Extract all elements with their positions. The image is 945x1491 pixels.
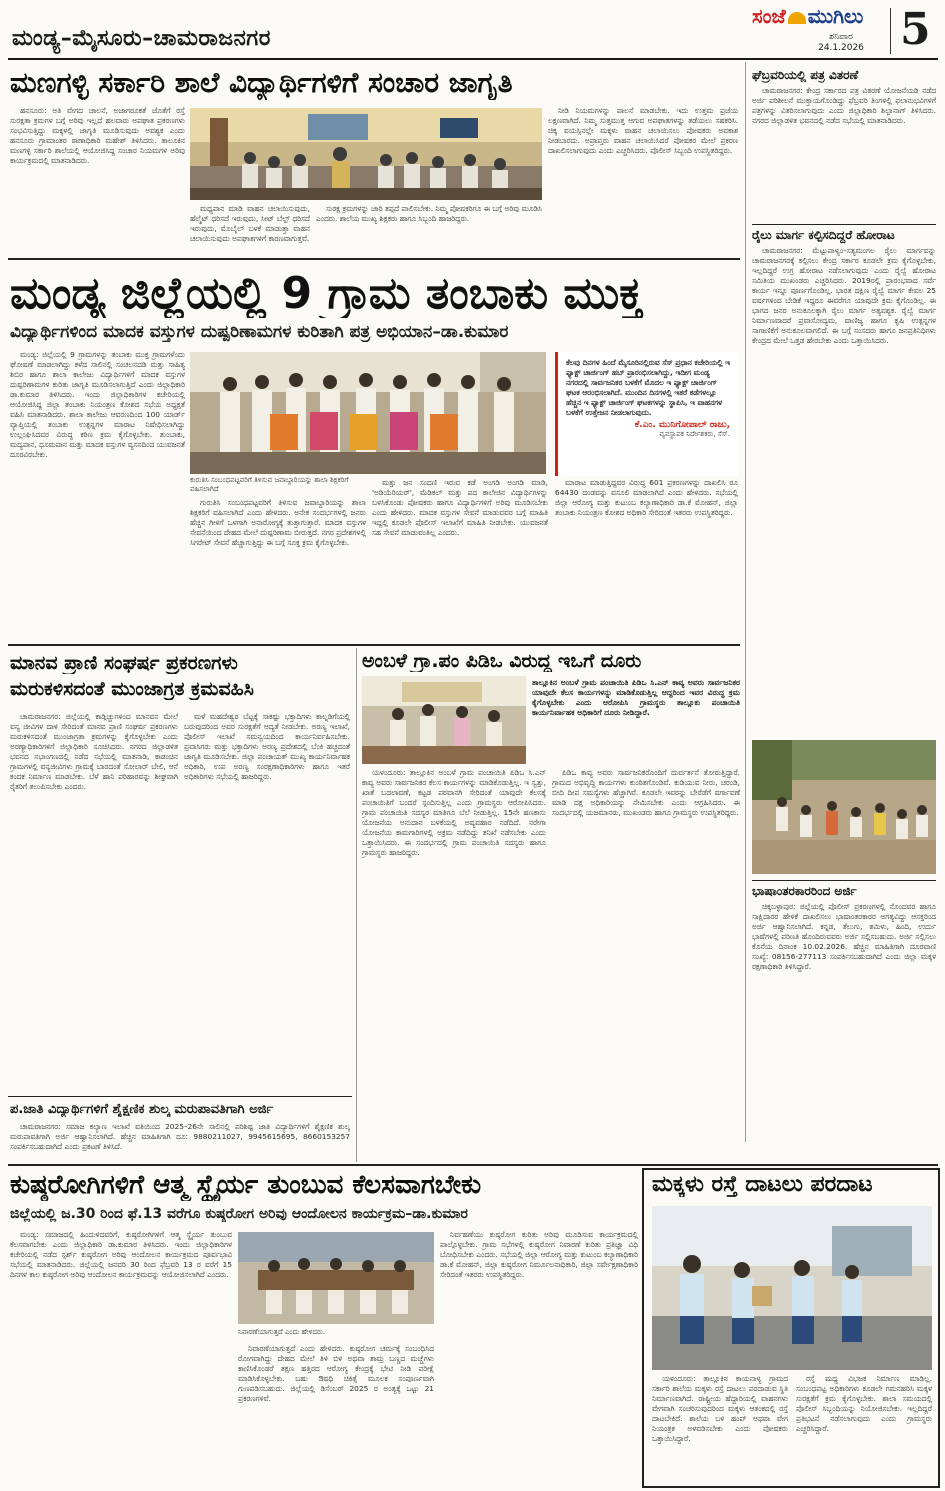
quote-box: [555, 352, 738, 476]
story1-col1: ಹನಸೂರು: ಅತಿ ವೇಗದ ಚಾಲನೆ, ಅಜಾಗರೂಕತೆ ಜೊತೆಗೆ ರಸ್ತೆ ಸುರಕ್ಷತಾ ಕ್ರಮಗಳ ಬಗ್ಗೆ ಅರಿವು ಇಲ್ಲದೆ ಹಲವಾರು ಅಪಘಾತ ಪ್ರಕರಣಗಳು ಸಂಭವಿಸುತ್ತಿದ್ದು ಮಕ್ಕಳಲ್ಲಿ ಜಾಗೃತಿ ಮೂಡಿಸುವುದು ಅವಶ್ಯಕ ಎಂದು ಹನಸೂರು ಗ್ರಾಮಾಂತರ ಠಾಣಾಧಿಕಾರಿ ಮಹೇಶ್ ತಿಳಿಸಿದರು. ತಾಲೂಕಿನ ಮಣಗಳ್ಳಿ ಸರ್ಕಾರಿ ಶಾಲೆಯಲ್ಲಿ ಆಯೋಜಿಸಿದ್ದ ಸಂಚಾರ ನಿಯಮಗಳ ಅರಿವು ಕಾರ್ಯಕ್ರಮದಲ್ಲಿ ಮಾತನಾಡಿದರು.: [10, 106, 185, 165]
story5-subhead: ಜಿಲ್ಲೆಯಲ್ಲಿ ಜ.30 ರಿಂದ ಫೆ.13 ವರೆಗೂ ಕುಷ್ಠರೋಗ ಅರಿವು ಆಂದೋಲನ ಕಾರ್ಯಕ್ರಮ–ಡಾ.ಕುಮಾರ: [10, 1206, 468, 1222]
sidebar-s3-headline: ಭಾಷಾಂತರಕಾರರಿಂದ ಅರ್ಜಿ: [752, 884, 857, 898]
story3-col1: ಚಾಮರಾಜನಗರ: ಜಿಲ್ಲೆಯಲ್ಲಿ ಕಾಡ್ಗಿಚ್ಚುಗಳಿಂದ ಮಾನವನ ಮೇಲೆ ವನ್ಯ ಜೀವಿಗಳ ದಾಳಿ ಸೇರಿದಂತೆ ಮಾನವ ಪ್ರಾಣಿ ಸಂಘರ್ಷ ಪ್ರಕರಣಗಳು ಮರುಕಳಿಸದಂತೆ ಮುಂಜಾಗ್ರತಾ ಕ್ರಮಗಳನ್ನು ಕೈಗೊಳ್ಳಬೇಕು ಎಂದು ಅರಣ್ಯಾಧಿಕಾರಿಗಳಿಗೆ ಜಿಲ್ಲಾಧಿಕಾರಿ ಸೂಚಿಸಿದರು. ನಗರದ ಜಿಲ್ಲಾಡಳಿತ ಭವನದ ಸಭಾಂಗಣದಲ್ಲಿ ನಡೆದ ಸಭೆಯಲ್ಲಿ ಮಾತನಾಡಿ, ಕಾಡಂಚಿನ ಗ್ರಾಮಗಳಲ್ಲಿ ವನ್ಯಜೀವಿಗಳು ಗ್ರಾಮಕ್ಕೆ ಬಾರದಂತೆ ಸೋಲಾರ್ ಬೇಲಿ, ಆನೆ ಕಂದಕ ನಿರ್ಮಾಣ ಮಾಡಬೇಕು. ಬೆಳೆ ಹಾನಿ ಪರಿಹಾರವನ್ನು ಶೀಘ್ರವಾಗಿ ರೈತರಿಗೆ ತಲುಪಿಸಬೇಕು ಎಂದರು.: [10, 712, 178, 791]
sidebar-s3-body: ಚಿಕ್ಕಬಳ್ಳಾಪುರ: ಜಿಲ್ಲೆಯಲ್ಲಿ ಪೊಲೀಸ್ ಪ್ರಕರಣಗಳಲ್ಲಿ ನೊಂದವರ ಹಾಗೂ ಸಾಕ್ಷಿದಾರರ ಹೇಳಿಕೆ ದಾಖಲಿಸಲು ಭಾಷಾಂತರಕಾರರ ಅಗತ್ಯವಿದ್ದು ಆಸಕ್ತರಿಂದ ಅರ್ಜಿ ಆಹ್ವಾನಿಸಲಾಗಿದೆ. ಕನ್ನಡ, ತೆಲುಗು, ತಮಿಳು, ಹಿಂದಿ, ಉರ್ದು ಭಾಷೆಗಳಲ್ಲಿ ಪರಿಣತಿ ಹೊಂದಿರುವವರು ಅರ್ಜಿ ಸಲ್ಲಿಸಬಹುದು. ಅರ್ಜಿ ಸಲ್ಲಿಸಲು ಕೊನೆಯ ದಿನಾಂಕ 10.02.2026. ಹೆಚ್ಚಿನ ಮಾಹಿತಿಗಾಗಿ ದೂರವಾಣಿ ಸಂಖ್ಯೆ: 08156-277113 ಸಂಪರ್ಕಿಸಬಹುದಾಗಿದೆ ಎಂದು ಜಿಲ್ಲಾ ಮಕ್ಕಳ ರಕ್ಷಣಾಧಿಕಾರಿ ತಿಳಿಸಿದ್ದಾರೆ.: [752, 902, 936, 971]
story2-col2: ಗುರುತಿಸಿ ಸಂಬಂಧಪಟ್ಟವರಿಗೆ ತಿಳಿಸುವ ಜವಾಬ್ದಾರಿಯನ್ನು ಶಾಲಾ ಶಿಕ್ಷಕರಿಗೆ ವಹಿಸಲಾಗಿದೆ ಎಂದು ಹೇಳಿದರು. ಅನೇಕ ಸಂದರ್ಭಗಳಲ್ಲಿ ಜನರು ಹೆಚ್ಚಿನ ಗೀಳಿಗೆ ಒಳಗಾಗಿ ಅನಾರೋಗ್ಯಕ್ಕೆ ತುತ್ತಾಗುತ್ತಾರೆ. ಮಾದಕ ವಸ್ತುಗಳ ಸೇವನೆಯಿಂದ ದೇಹದ ಮೇಲೆ ದುಷ್ಪರಿಣಾಮ ಬೀರುತ್ತದೆ. ನಗರ ಪ್ರದೇಶಗಳಲ್ಲಿ ಸಿಗರೇಟ್ ಸೇವನೆ ಹೆಚ್ಚಾಗುತ್ತಿದ್ದು ಈ ಬಗ್ಗೆ ಸೂಕ್ತ ಕ್ರಮ ಕೈಗೊಳ್ಳಬೇಕು.: [190, 498, 366, 547]
story2-col4: ಮಾರಾಟ ಮಾಡುತ್ತಿದ್ದವರ ವಿರುದ್ಧ 601 ಪ್ರಕರಣಗಳನ್ನು ದಾಖಲಿಸಿ ರೂ 64430 ದಂಡವನ್ನು ವಸೂಲಿ ಮಾಡಲಾಗಿದೆ ಎಂದು ಹೇಳಿದರು. ಸಭೆಯಲ್ಲಿ ಜಿಲ್ಲಾ ಆರೋಗ್ಯ ಮತ್ತು ಕುಟುಂಬ ಕಲ್ಯಾಣಾಧಿಕಾರಿ ಡಾ.ಕೆ ಮೋಹನ್, ಜಿಲ್ಲಾ ತಂಬಾಕು ನಿಯಂತ್ರಣ ಕೋಶದ ಅಧಿಕಾರಿ ಸೇರಿದಂತೆ ಇತರರು ಉಪಸ್ಥಿತರಿದ್ದರು.: [555, 478, 738, 517]
dateline: [806, 32, 876, 54]
sidebar-rule: [752, 880, 936, 881]
day-label: ಶನಿವಾರ: [829, 32, 853, 42]
quote-name: ಕೆ.ಎಂ. ಮುನಿಗೋಪಾಲ್ ರಾಜು,: [634, 420, 730, 430]
story6-col1: ಯಳಂದೂರು: ತಾಲ್ಲೂಕಿನ ಕಾಯನಾಳ್ಯ ಗ್ರಾಮದ ಸರ್ಕಾರಿ ಶಾಲೆಯ ಮಕ್ಕಳು ರಸ್ತೆ ದಾಟಲು ಪರದಾಡುವ ಸ್ಥಿತಿ ನಿರ್ಮಾಣವಾಗಿದೆ. ರಾಷ್ಟ್ರೀಯ ಹೆದ್ದಾರಿಯಲ್ಲಿ ವಾಹನಗಳು ವೇಗವಾಗಿ ಸಂಚರಿಸುವುದರಿಂದ ಮಕ್ಕಳು ಆತಂಕದಲ್ಲಿ ರಸ್ತೆ ದಾಟಬೇಕಿದೆ. ಶಾಲೆಯ ಬಳಿ ಹಂಪ್ ಅಥವಾ ವೇಗ ನಿಯಂತ್ರಕ ಅಳವಡಿಸಬೇಕು ಎಂದು ಪೋಷಕರು ಒತ್ತಾಯಿಸಿದ್ದಾರೆ.: [652, 1374, 788, 1443]
sidebar-s2-headline: ರೈಲು ಮಾರ್ಗ ಕಲ್ಪಿಸದಿದ್ದರೆ ಹೋರಾಟ: [752, 228, 895, 242]
sidebar-divider: [745, 62, 746, 1142]
story2-subhead: ವಿದ್ಯಾರ್ಥಿಗಳಿಂದ ಮಾದಕ ವಸ್ತುಗಳ ದುಷ್ಪರಿಣಾಮಗಳ ಕುರಿತಾಗಿ ಪತ್ರ ಅಭಿಯಾನ–ಡಾ.ಕುಮಾರ: [10, 322, 509, 342]
story2-col1: ಮಂಡ್ಯ: ಜಿಲ್ಲೆಯಲ್ಲಿ 9 ಗ್ರಾಮಗಳನ್ನು ತಂಬಾಕು ಮುಕ್ತ ಗ್ರಾಮಗಳೆಂದು ಘೋಷಣೆ ಮಾಡಲಾಗಿದ್ದು ಕಳೆದ ಸಾಲಿನಲ್ಲಿ ಸಂಚಲನದಡಿ ಮತ್ತು ಸಾಹಿತ್ಯ ಶಿಬಿರ ಹಾಗೂ ಶಾಲಾ ಕಾಲೇಜು ವಿದ್ಯಾರ್ಥಿಗಳಿಗೆ ಮಾದಕ ವಸ್ತುಗಳ ದುಷ್ಪರಿಣಾಮಗಳ ಕುರಿತು ಜಾಗೃತಿ ಮೂಡಿಸಲಾಗುತ್ತಿದೆ ಎಂದು ಜಿಲ್ಲಾಧಿಕಾರಿ ಡಾ.ಕುಮಾರ ತಿಳಿಸಿದರು. ಇಂದು ಜಿಲ್ಲಾಧಿಕಾರಿಗಳ ಕಚೇರಿಯಲ್ಲಿ ಆಯೋಜಿಸಿದ್ದ ಜಿಲ್ಲಾ ತಂಬಾಕು ನಿಯಂತ್ರಣ ಕೋಶದ ಸಭೆಯ ಅಧ್ಯಕ್ಷತೆ ವಹಿಸಿ ಮಾತನಾಡಿದರು. ಶಾಲಾ ಕಾಲೇಜು ಆವರಣದಿಂದ 100 ಯಾರ್ಡ್ ವ್ಯಾಪ್ತಿಯಲ್ಲಿ ತಂಬಾಕು ಉತ್ಪನ್ನಗಳ ಮಾರಾಟ ನಿಷೇಧಿಸಲಾಗಿದ್ದು ಉಲ್ಲಂಘಿಸಿದವರ ವಿರುದ್ಧ ಕಠಿಣ ಕ್ರಮ ಕೈಗೊಳ್ಳಬೇಕು. ತುಂಬಾಕು, ಮದ್ಯಪಾನ, ಧೂಮಪಾನ ಮತ್ತು ಮಾದಕ ವಸ್ತುಗಳ ವ್ಯಸನದಿಂದ ಯುವಜನತೆ ದೂರವಿರಬೇಕು.: [10, 350, 185, 459]
story1-col4: ನೀಡಿ ನಿಯಮಗಳನ್ನು ಪಾಲನೆ ಮಾಡಬೇಕು. ಇದು ಉತ್ತಮ ಪ್ರಜೆಯ ಲಕ್ಷಣವಾಗಿದೆ. ನಿಮ್ಮ ಸುತ್ತಮುತ್ತ ಆಗುವ ಅಪಘಾತಗಳನ್ನು ತಡೆಯಲು ಸಹಕರಿಸಿ. ಚಿಕ್ಕ ವಯಸ್ಸಿನಲ್ಲೇ ಮಕ್ಕಳು ವಾಹನ ಚಲಾಯಿಸಲು ಪೋಷಕರು ಅವಕಾಶ ನೀಡಬಾರದು. ಅಪ್ರಾಪ್ತರು ವಾಹನ ಚಲಾಯಿಸಿದರೆ ಪೋಷಕರ ಮೇಲೆ ಪ್ರಕರಣ ದಾಖಲಿಸಲಾಗುವುದು ಎಂದು ಎಚ್ಚರಿಸಿದರು. ಪೊಲೀಸ್ ಸಿಬ್ಬಂದಿ ಉಪಸ್ಥಿತರಿದ್ದರು.: [548, 106, 738, 155]
story5-photo-caption: ನಿವಾರಣೆಯಾಗುತ್ತದೆ ಎಂದು ಹೇಳಿದರು.: [238, 1328, 326, 1336]
story-divider: [8, 258, 740, 260]
sidebar-s1-body: ಚಾಮರಾಜನಗರ: ಕೇಂದ್ರ ಸರ್ಕಾರದ ಪತ್ರ ವಿತರಣೆ ಯೋಜನೆಯಡಿ ನಡೆದ ಅರ್ಜಿ ಪರಿಶೀಲನೆ ಮುಕ್ತಾಯಗೊಂಡಿದ್ದು ಫೆಬ್ರವರಿ ತಿಂಗಳಲ್ಲಿ ಫಲಾನುಭವಿಗಳಿಗೆ ಪತ್ರಗಳನ್ನು ವಿತರಿಸಲಾಗುವುದು ಎಂದು ಜಿಲ್ಲಾಧಿಕಾರಿ ಶಿಲ್ಪಾನಾಗ್ ತಿಳಿಸಿದರು. ನಗರದ ಜಿಲ್ಲಾಡಳಿತ ಭವನದಲ್ಲಿ ನಡೆದ ಸಭೆಯಲ್ಲಿ ಮಾತನಾಡಿದರು.: [752, 86, 936, 125]
story4-col2: ಪಿಡಿಒ ಕಾವ್ಯ ಅವರು ಸಾರ್ವಜನಿಕರೊಂದಿಗೆ ದುರ್ವರ್ತನೆ ತೋರುತ್ತಿದ್ದಾರೆ. ಗ್ರಾಮದ ಅಭಿವೃದ್ಧಿ ಕಾರ್ಯಗಳು ಕುಂಠಿತಗೊಂಡಿವೆ. ಕುಡಿಯುವ ನೀರು, ಚರಂಡಿ, ಬೀದಿ ದೀಪ ಸಮಸ್ಯೆಗಳು ಹೆಚ್ಚಾಗಿವೆ. ಕೂಡಲೇ ಇವರನ್ನು ಬೇರೆಡೆಗೆ ವರ್ಗಾವಣೆ ಮಾಡಿ ದಕ್ಷ ಅಧಿಕಾರಿಯನ್ನು ನೇಮಿಸಬೇಕು ಎಂದು ಆಗ್ರಹಿಸಿದರು. ಈ ಸಂದರ್ಭದಲ್ಲಿ ಯಜಮಾನರು, ಮುಖಂಡರು ಹಾಗೂ ಗ್ರಾಮಸ್ಥರು ಉಪಸ್ಥಿತರಿದ್ದರು.: [552, 768, 740, 817]
story3-col2: ಮಳೆ ಮಹದೇಶ್ವರ ಬೆಟ್ಟಕ್ಕೆ ಸಾಕಷ್ಟು ಭಕ್ತಾದಿಗಳು ಕಾಲ್ನಡಿಗೆಯಲ್ಲಿ ಬರುವುದರಿಂದ ಅವರ ಸುರಕ್ಷತೆಗೆ ಆದ್ಯತೆ ನೀಡಬೇಕು. ಅರಣ್ಯ ಇಲಾಖೆ, ಪೊಲೀಸ್ ಇಲಾಖೆ ಸಮನ್ವಯದಿಂದ ಕಾರ್ಯನಿರ್ವಹಿಸಬೇಕು. ಪ್ರವಾಸಿಗರು ಮತ್ತು ಭಕ್ತಾದಿಗಳು ಅರಣ್ಯ ಪ್ರದೇಶದಲ್ಲಿ ಬೆಂಕಿ ಹಚ್ಚದಂತೆ ಜಾಗೃತಿ ಮೂಡಿಸಬೇಕು. ಜಿಲ್ಲಾ ಪಂಚಾಯತ್ ಮುಖ್ಯ ಕಾರ್ಯನಿರ್ವಾಹಕ ಅಧಿಕಾರಿ, ಉಪ ಅರಣ್ಯ ಸಂರಕ್ಷಣಾಧಿಕಾರಿಗಳು ಹಾಗೂ ಇತರೆ ಅಧಿಕಾರಿಗಳು ಸಭೆಯಲ್ಲಿ ಹಾಜರಿದ್ದರು.: [184, 712, 350, 781]
masthead-rule: [8, 58, 938, 60]
quote-text: ಕೆಲವು ದಿನಗಳ ಹಿಂದೆ ಮೈಸೂರಿನಲ್ಲಿರುವ ಸೆಸ್ ಪ್ರಧಾನ ಕಚೇರಿಯಲ್ಲಿ ಇ ಫ್ಯಾಕ್ಟ್ ಚಾರ್ಜಿಂಗ್ ಹಬ್ ಪ್ರಾರಂಭಿಸಲಾಗಿದ್ದು, ಇದೀಗ ಮಂಡ್ಯ ನಗರದಲ್ಲಿ ಸಾರ್ವಜನಿಕರ ಬಳಕೆಗೆ ಮೊದಲ ಇ ಫ್ಯಾಕ್ಟ್ ಚಾರ್ಜಿಂಗ್ ಘಟಕ ಆರಂಭಿಸಲಾಗಿದೆ. ಮುಂದಿನ ದಿನಗಳಲ್ಲಿ ಇತರೆ ಕಡೆಗಳಲ್ಲೂ ಹೆಚ್ಚಿನ ಇ ಫ್ಯಾಕ್ಟ್ ಚಾರ್ಜಿಂಗ್ ಘಟಕಗಳನ್ನು ಸ್ಥಾಪಿಸಿ, ಇ ವಾಹನಗಳ ಬಳಕೆಗೆ ಉತ್ತೇಜನ ನೀಡಲಾಗುವುದು.: [566, 358, 730, 417]
story4-lede: ತಾಲ್ಲೂಕಿನ ಅಂಬಳೆ ಗ್ರಾಮ ಪಂಚಾಯಿತಿ ಪಿಡಿಒ ಸಿ.ಎನ್ ಕಾವ್ಯ ಅವರು ಸಾರ್ವಜನಿಕರ ಯಾವುದೇ ಕೆಲಸ ಕಾರ್ಯಗಳನ್ನು ಮಾಡಿಕೊಡುತ್ತಿಲ್ಲ ಆದ್ದರಿಂದ ಇವರ ವಿರುದ್ಧ ಕ್ರಮ ಕೈಗೊಳ್ಳಬೇಕು ಎಂದು ಆರೋಪಿಸಿ ಗ್ರಾಮಸ್ಥರು ತಾಲ್ಲೂಕು ಪಂಚಾಯಿತಿ ಕಾರ್ಯನಿರ್ವಾಹಕ ಅಧಿಕಾರಿಗೆ ದೂರು ನೀಡಿದ್ದಾರೆ.: [532, 678, 740, 717]
story4-photo: [362, 676, 526, 764]
sidebar-s1-headline: ಘೆಬ್ರವರಿಯಲ್ಲಿ ಪತ್ರ ವಿತರಣೆ: [752, 68, 859, 82]
story3-headline-line1: ಮಾನವ ಪ್ರಾಣಿ ಸಂಘರ್ಷ ಪ್ರಕರಣಗಳು: [10, 652, 238, 674]
page-number: 5: [900, 4, 931, 55]
column-divider: [356, 648, 357, 1162]
quote-role: ವ್ಯವಸ್ಥಾಪಕ ನಿರ್ದೇಶಕರು, ಸೆಸ್.: [659, 430, 730, 438]
story1-col3: ಸುರಕ್ಷ ಕ್ರಮಗಳನ್ನು ಜಾರಿ ತಪ್ಪದೆ ಪಾಲಿಸಬೇಕು. ನಿಮ್ಮ ಪೋಷಕರಿಗೂ ಈ ಬಗ್ಗೆ ಅರಿವು ಮೂಡಿಸಿ ಎಂದರು. ಶಾಲೆಯ ಮುಖ್ಯ ಶಿಕ್ಷಕರು ಹಾಗೂ ಸಿಬ್ಬಂದಿ ಹಾಜರಿದ್ದರು.: [316, 204, 542, 223]
sidebar-s2-body: ಚಾಮರಾಜನಗರ: ಮೆಟ್ಟುಪಾಳ್ಯಂ–ಸತ್ಯಮಂಗಲ ರೈಲು ಮಾರ್ಗವನ್ನು ಚಾಮರಾಜನಗರಕ್ಕೆ ಕಲ್ಪಿಸಲು ಕೇಂದ್ರ ಸರ್ಕಾರ ಕೂಡಲೇ ಕ್ರಮ ಕೈಗೊಳ್ಳಬೇಕು, ಇಲ್ಲದಿದ್ದರೆ ಉಗ್ರ ಹೋರಾಟ ನಡೆಸಲಾಗುವುದು ಎಂದು ರೈಲ್ವೆ ಹೋರಾಟ ಸಮಿತಿಯ ಮುಖಂಡರು ಎಚ್ಚರಿಸಿದರು. 2019ರಲ್ಲಿ ಪ್ರಾರಂಭವಾದ ಸರ್ವೆ ಕಾರ್ಯ ಇನ್ನೂ ಪೂರ್ಣಗೊಂಡಿಲ್ಲ. ಭಾರತ ದಕ್ಷಿಣ ರೈಲ್ವೆ ಮಾರ್ಗ ಕೇವಲ 25 ವರ್ಷಗಳಿಂದ ಬೇಡಿಕೆ ಇದ್ದರೂ ಈವರೆಗೂ ಯಾವುದೇ ಕ್ರಮ ಕೈಗೊಂಡಿಲ್ಲ. ಈ ಭಾಗದ ಜನರ ಅನುಕೂಲಕ್ಕಾಗಿ ರೈಲು ಮಾರ್ಗ ಅತ್ಯವಶ್ಯಕ. ರೈಲ್ವೆ ಮಾರ್ಗ ನಿರ್ಮಾಣವಾದರೆ ಪ್ರವಾಸೋದ್ಯಮ, ವಾಣಿಜ್ಯ ಹಾಗೂ ಕೃಷಿ ಉತ್ಪನ್ನಗಳ ಸಾಗಾಣಿಕೆಗೆ ಅನುಕೂಲವಾಗಲಿದೆ. ಈ ಬಗ್ಗೆ ಸಂಸದರು ಹಾಗೂ ಜನಪ್ರತಿನಿಧಿಗಳು ಕೇಂದ್ರದ ಮೇಲೆ ಒತ್ತಡ ಹೇರಬೇಕು ಎಂದು ಒತ್ತಾಯಿಸಿದರು.: [752, 246, 936, 345]
story4-col1: ಯಳಂದೂರು: ತಾಲ್ಲೂಕಿನ ಅಂಬಳೆ ಗ್ರಾಮ ಪಂಚಾಯಿತಿ ಪಿಡಿಒ ಸಿ.ಎನ್ ಕಾವ್ಯ ಅವರು ಸಾರ್ವಜನಿಕರ ಕೆಲಸ ಕಾರ್ಯಗಳನ್ನು ಮಾಡಿಕೊಡುತ್ತಿಲ್ಲ. ಇ ಸ್ವತ್ತು, ಖಾತೆ ಬದಲಾವಣೆ, ಕಟ್ಟಡ ಪರವಾನಗಿ ಸೇರಿದಂತೆ ಯಾವುದೇ ಕೆಲಸಕ್ಕೆ ಪಂಚಾಯಿತಿಗೆ ಬಂದರೆ ಸ್ಪಂದಿಸುತ್ತಿಲ್ಲ ಎಂದು ಗ್ರಾಮಸ್ಥರು ಆರೋಪಿಸಿದರು. ಗ್ರಾಮ ಪಂಚಾಯಿತಿ ಸದಸ್ಯರ ಮಾತಿಗೂ ಬೆಲೆ ನೀಡುತ್ತಿಲ್ಲ. 15ನೇ ಹಣಕಾಸು ಯೋಜನೆಯ ಅನುದಾನ ಬಳಕೆಯಲ್ಲಿ ಅವ್ಯವಹಾರ ನಡೆದಿದೆ. ನರೇಗಾ ಯೋಜನೆಯ ಕಾಮಗಾರಿಗಳಲ್ಲಿ ಅಕ್ರಮ ನಡೆದಿದ್ದು ತನಿಖೆ ನಡೆಸಬೇಕು ಎಂದು ಒತ್ತಾಯಿಸಿದರು. ಈ ಸಂದರ್ಭದಲ್ಲಿ ಗ್ರಾಮ ಪಂಚಾಯಿತಿ ಸದಸ್ಯರು ಹಾಗೂ ಗ್ರಾಮಸ್ಥರು ಹಾಜರಿದ್ದರು.: [362, 768, 546, 857]
story6-photo: [652, 1206, 932, 1370]
story5-col2: ನಿವಾರಣೆಯಾಗುತ್ತದೆ ಎಂದು ಹೇಳಿದರು. ಕುಷ್ಠರೋಗ ಚರ್ಮಕ್ಕೆ ಸಂಬಂಧಿಸಿದ ರೋಗವಾಗಿದ್ದು ದೇಹದ ಮೇಲೆ ತಿಳಿ ಬಿಳಿ ಅಥವಾ ತಾಮ್ರ ಬಣ್ಣದ ಮಚ್ಚೆಗಳು ಕಾಣಿಸಿಕೊಂಡರೆ ತಕ್ಷಣ ಹತ್ತಿರದ ಆರೋಗ್ಯ ಕೇಂದ್ರಕ್ಕೆ ಭೇಟಿ ನೀಡಿ ಪರೀಕ್ಷೆ ಮಾಡಿಸಿಕೊಳ್ಳಬೇಕು. ಬಹು ಔಷಧಿ ಚಿಕಿತ್ಸೆ ಮೂಲಕ ಸಂಪೂರ್ಣವಾಗಿ ಗುಣಪಡಿಸಬಹುದು. ಜಿಲ್ಲೆಯಲ್ಲಿ ಡಿಸೆಂಬರ್ 2025 ರ ಅಂತ್ಯಕ್ಕೆ ಒಟ್ಟು 21 ಪ್ರಕರಣಗಳಿವೆ.: [238, 1344, 434, 1403]
story6-col2: ರಸ್ತೆ ಮಧ್ಯ ವಿಭಜಕ ನಿರ್ಮಾಣ ಮಾಡಿಲ್ಲ. ಸಂಬಂಧಪಟ್ಟ ಅಧಿಕಾರಿಗಳು ಕೂಡಲೇ ಗಮನಹರಿಸಿ ಮಕ್ಕಳ ಸುರಕ್ಷತೆಗೆ ಕ್ರಮ ಕೈಗೊಳ್ಳಬೇಕು. ಶಾಲಾ ಸಮಯದಲ್ಲಿ ಪೊಲೀಸ್ ಸಿಬ್ಬಂದಿಯನ್ನು ನಿಯೋಜಿಸಬೇಕು. ಇಲ್ಲದಿದ್ದರೆ ಪ್ರತಿಭಟನೆ ನಡೆಸಲಾಗುವುದು ಎಂದು ಗ್ರಾಮಸ್ಥರು ಎಚ್ಚರಿಸಿದ್ದಾರೆ.: [796, 1374, 932, 1433]
story2-photo-caption: ಕುರುತಿಸಿ ಸಂಬಂಧಪಟ್ಟವರಿಗೆ ತಿಳಿಸುವ ಜವಾಬ್ದಾರಿಯನ್ನು ಶಾಲಾ ಶಿಕ್ಷಕರಿಗೆ ವಹಿಸಲಾಗಿದೆ: [190, 476, 349, 493]
story6-headline: ಮಕ್ಕಳು ರಸ್ತೆ ದಾಟಲು ಪರದಾಟ: [652, 1172, 873, 1197]
sidebar-photo: [752, 740, 936, 874]
story-divider: [8, 1164, 938, 1166]
brand-left: ಸಂಜೆ: [752, 4, 786, 28]
story5-col3: ನಿರ್ವಹಣೆಯು ಕುಷ್ಠರೋಗ ಕುರಿತು ಅರಿವು ಮೂಡಿಸುವ ಕಾರ್ಯಕ್ರಮದಲ್ಲಿ ಪಾಲ್ಗೊಳ್ಳಬೇಕು. ಗ್ರಾಮ ಸಭೆಗಳಲ್ಲಿ ಕುಷ್ಠರೋಗ ನಿವಾರಣೆ ಕುರಿತು ಪ್ರತಿಜ್ಞಾ ವಿಧಿ ಬೋಧಿಸಬೇಕು ಎಂದರು. ಸಭೆಯಲ್ಲಿ ಜಿಲ್ಲಾ ಆರೋಗ್ಯ ಮತ್ತು ಕುಟುಂಬ ಕಲ್ಯಾಣಾಧಿಕಾರಿ ಡಾ.ಕೆ ಮೋಹನ್, ಜಿಲ್ಲಾ ಕುಷ್ಠರೋಗ ನಿರ್ಮೂಲನಾಧಿಕಾರಿ, ಜಿಲ್ಲಾ ಸರ್ವೇಕ್ಷಣಾಧಿಕಾರಿ ಸೇರಿದಂತೆ ಇತರರು ಉಪಸ್ಥಿತರಿದ್ದರು.: [440, 1230, 638, 1279]
story5-col1: ಮಂಡ್ಯ: ಸಮಾಜದಲ್ಲಿ ಹಿಂದುಳಿದವರಿಗೆ, ಕುಷ್ಠರೋಗಿಗಳಿಗೆ ಆತ್ಮ ಸ್ಥೈರ್ಯ ತುಂಬುವ ಕೆಲಸವಾಗಬೇಕು ಎಂದು ಜಿಲ್ಲಾಧಿಕಾರಿ ಡಾ.ಕುಮಾರ ತಿಳಿಸಿದರು. ಇಂದು ಜಿಲ್ಲಾಧಿಕಾರಿಗಳ ಕಚೇರಿಯಲ್ಲಿ ನಡೆದ ಸ್ಪರ್ಶ್ ಕುಷ್ಠರೋಗ ಅರಿವು ಆಂದೋಲನ ಕಾರ್ಯಕ್ರಮದ ಪೂರ್ವಭಾವಿ ಸಭೆಯಲ್ಲಿ ಮಾತನಾಡಿದರು. ಜಿಲ್ಲೆಯಲ್ಲಿ ಜನವರಿ 30 ರಿಂದ ಫೆಬ್ರವರಿ 13 ರ ವರೆಗೆ 15 ದಿನಗಳ ಕಾಲ ಕುಷ್ಠರೋಗ ಅರಿವು ಆಂದೋಲನ ಕಾರ್ಯಕ್ರಮವನ್ನು ಆಯೋಜಿಸಲಾಗಿದೆ ಎಂದರು.: [10, 1230, 232, 1279]
notice1-body: ಚಾಮರಾಜನಗರ: ಸಮಾಜ ಕಲ್ಯಾಣ ಇಲಾಖೆ ವತಿಯಿಂದ 2025–26ನೇ ಸಾಲಿನಲ್ಲಿ ಪರಿಶಿಷ್ಟ ಜಾತಿ ವಿದ್ಯಾರ್ಥಿಗಳಿಗೆ ಶೈಕ್ಷಣಿಕ ಶುಲ್ಕ ಮರುಪಾವತಿಗಾಗಿ ಅರ್ಜಿ ಆಹ್ವಾನಿಸಲಾಗಿದೆ. ಹೆಚ್ಚಿನ ಮಾಹಿತಿಗಾಗಿ ದೂ: 9880211027, 9945615695, 8660153257 ಸಂಪರ್ಕಿಸಬಹುದಾಗಿದೆ ಎಂದು ಪ್ರಕಟಣೆ ತಿಳಿಸಿದೆ.: [10, 1122, 350, 1151]
story1-col2: ಮಧ್ಯಪಾನ ಮಾಡಿ ವಾಹನ ಚಲಾಯಿಸುವುದು, ಹೆಲ್ಮೆಟ್ ಧರಿಸದೆ ಇರುವುದು, ಸೀಟ್ ಬೆಲ್ಟ್ ಧರಿಸದೆ ಇರುವುದು, ಮೊಬೈಲ್ ಬಳಕೆ ಮಾಡುತ್ತಾ ವಾಹನ ಚಲಾಯಿಸುವುದು ಅಪಘಾತಗಳಿಗೆ ಕಾರಣವಾಗುತ್ತವೆ.: [190, 204, 310, 243]
story5-photo: [238, 1232, 434, 1324]
story-divider: [8, 1096, 352, 1097]
divider: [890, 8, 891, 54]
section-title: ಮಂಡ್ಯ–ಮೈಸೂರು–ಚಾಮರಾಜನಗರ: [12, 26, 271, 51]
story1-headline: ಮಣಗಳ್ಳಿ ಸರ್ಕಾರಿ ಶಾಲೆ ವಿದ್ಯಾರ್ಥಿಗಳಿಗೆ ಸಂಚಾರ ಜಾಗೃತಿ: [10, 66, 513, 99]
story-divider: [8, 644, 740, 646]
brand-logo: [752, 4, 863, 28]
story5-headline: ಕುಷ್ಠರೋಗಿಗಳಿಗೆ ಆತ್ಮ ಸ್ಥೈರ್ಯ ತುಂಬುವ ಕೆಲಸವಾಗಬೇಕು: [10, 1170, 482, 1200]
brand-right: ಮುಗಿಲು: [807, 4, 864, 28]
story3-headline-line2: ಮರುಕಳಿಸದಂತೆ ಮುಂಜಾಗ್ರತ ಕ್ರಮವಹಿಸಿ: [10, 678, 254, 700]
masthead: [0, 0, 945, 64]
notice1-headline: ಪ.ಜಾತಿ ವಿದ್ಯಾರ್ಥಿಗಳಿಗೆ ಶೈಕ್ಷಣಿಕ ಶುಲ್ಕ ಮರುಪಾವತಿಗಾಗಿ ಅರ್ಜಿ: [10, 1102, 274, 1117]
story1-photo: [190, 108, 542, 200]
story2-col3: ಮತ್ತು ಜನ ಸಂದಣಿ ಇರುವ ಕಡೆ ಅಂಗಡಿ ಅಂಗಡಿ ಮಾಡಿ, 'ಅಡಿಯೆರಿಯರ್', ಮೆಡಿಕಲ್ ಮತ್ತು ಪದ ಕಾಲೇಜಿನ ವಿದ್ಯಾರ್ಥಿಗಳನ್ನು ಬಳಸಿಕೊಂಡು ಪೋಷಕರು ಹಾಗೂ ವಿದ್ಯಾರ್ಥಿಗಳಿಗೆ ಅರಿವು ಮೂಡಿಸಬೇಕು ಎಂದು ಹೇಳಿದರು. ಮಾದಕ ವಸ್ತುಗಳ ಸೇವನೆ ಮಾಡುವವರ ಬಗ್ಗೆ ಮಾಹಿತಿ ಇದ್ದಲ್ಲಿ ಕೂಡಲೇ ಪೊಲೀಸ್ ಇಲಾಖೆಗೆ ಮಾಹಿತಿ ನೀಡಬೇಕು. ಯುವಜನತೆ ಸಹ ಸೇವನೆ ಮಾಡುವಂತಿಲ್ಲ ಎಂದರು.: [372, 478, 548, 537]
story2-headline: ಮಂಡ್ಯ ಜಿಲ್ಲೆಯಲ್ಲಿ 9 ಗ್ರಾಮ ತಂಬಾಕು ಮುಕ್ತ: [10, 270, 643, 318]
story2-photo: [190, 352, 546, 474]
sidebar-rule: [752, 224, 936, 225]
date-label: 24.1.2026: [818, 43, 864, 53]
sunset-logo-icon: [788, 12, 806, 24]
story4-headline: ಅಂಬಳೆ ಗ್ರಾ.ಪಂ ಪಿಡಿಒ ವಿರುದ್ಧ ಇಒಗೆ ದೂರು: [362, 650, 642, 672]
